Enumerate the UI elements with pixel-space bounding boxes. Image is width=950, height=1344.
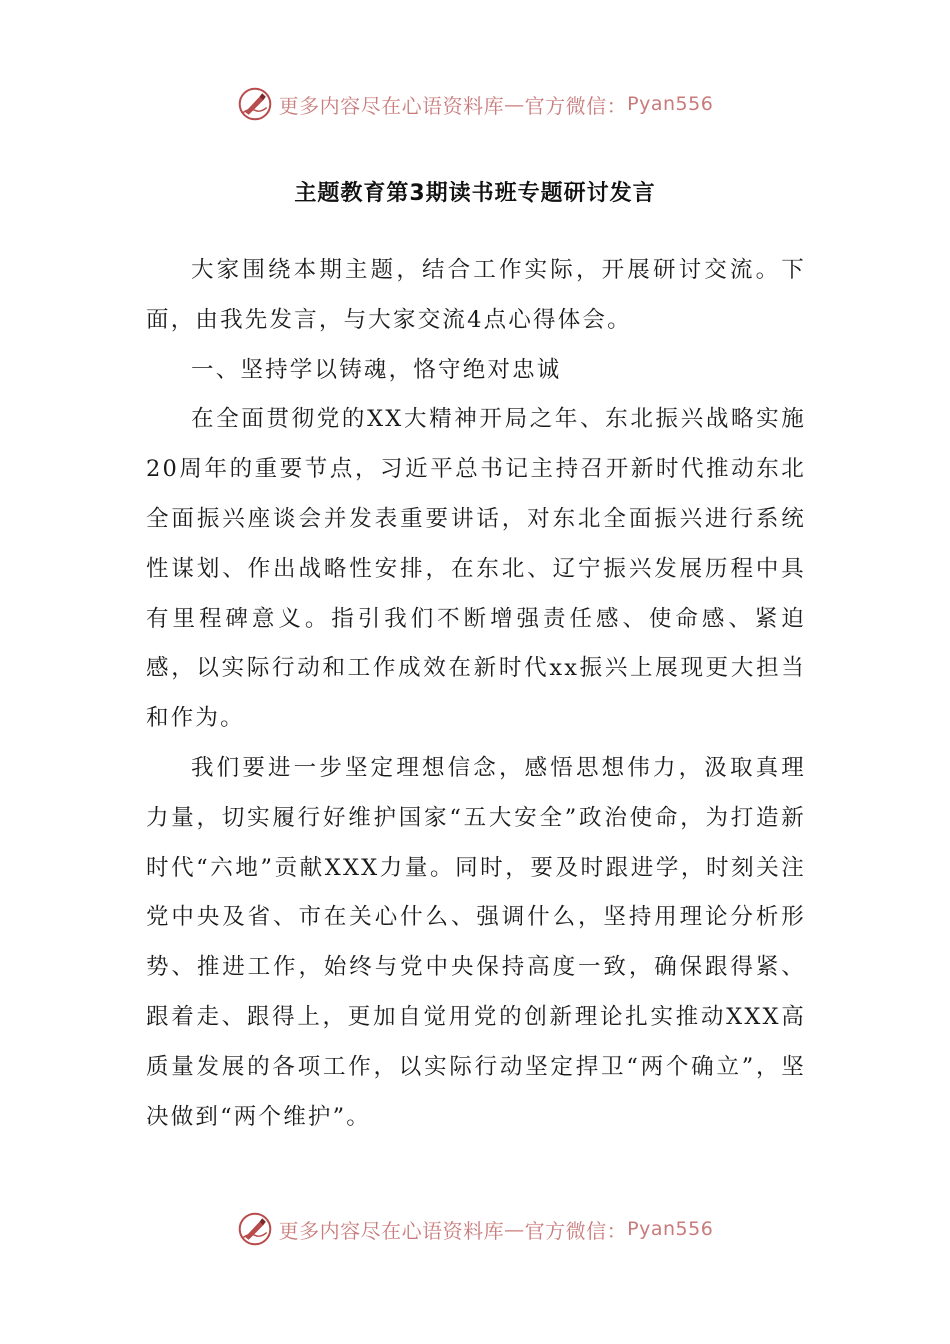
watermark-header: [0, 82, 950, 126]
watermark-dash: —: [504, 92, 525, 116]
pen-logo-icon: [237, 1211, 273, 1247]
watermark-wechat-id: Pyan556: [627, 1218, 714, 1240]
section-heading-1: 一、坚持学以铸魂，恪守绝对忠诚: [191, 356, 562, 383]
watermark-text: 更多内容尽在心语资料库: [278, 1218, 505, 1243]
pen-logo-icon: [237, 86, 273, 122]
document-title: 主题教育第3期读书班专题研讨发言: [294, 181, 656, 206]
document-body: [146, 246, 806, 1142]
watermark-dash: —: [504, 1217, 525, 1241]
paragraph-commitment: 我们要进一步坚定理想信念，感悟思想伟力，汲取真理力量，切实履行好维护国家“五大安全”政治使命，为打造新时代“六地”贡献XXX力量。同时，要及时跟进学，时刻关注党中央及省、市在关心什么、强调什么，坚持用理论分析形势、推进工作，始终与党中央保持高度一致，确保跟得紧、跟着走、跟得上，更加自觉用党的创新理论扎实推动XXX高质量发展的各项工作，以实际行动坚定捍卫“两个确立”，坚决做到“两个维护”。: [146, 754, 806, 1130]
paragraph-intro: 大家围绕本期主题，结合工作实际，开展研讨交流。下面，由我先发言，与大家交流4点心得体会。: [146, 257, 806, 333]
paragraph-context: 在全面贯彻党的XX大精神开局之年、东北振兴战略实施20周年的重要节点，习近平总书记主持召开新时代推动东北全面振兴座谈会并发表重要讲话，对东北全面振兴进行系统性谋划、作出战略性安排，在东北、辽宁振兴发展历程中具有里程碑意义。指引我们不断增强责任感、使命感、紧迫感，以实际行动和工作成效在新时代xx振兴上展现更大担当和作为。: [146, 406, 806, 732]
watermark-wechat-label: 官方微信：: [524, 93, 628, 118]
watermark-text: 更多内容尽在心语资料库: [278, 93, 505, 118]
watermark-footer: [0, 1207, 950, 1251]
watermark-wechat-label: 官方微信：: [524, 1218, 628, 1243]
watermark-wechat-id: Pyan556: [627, 93, 714, 115]
